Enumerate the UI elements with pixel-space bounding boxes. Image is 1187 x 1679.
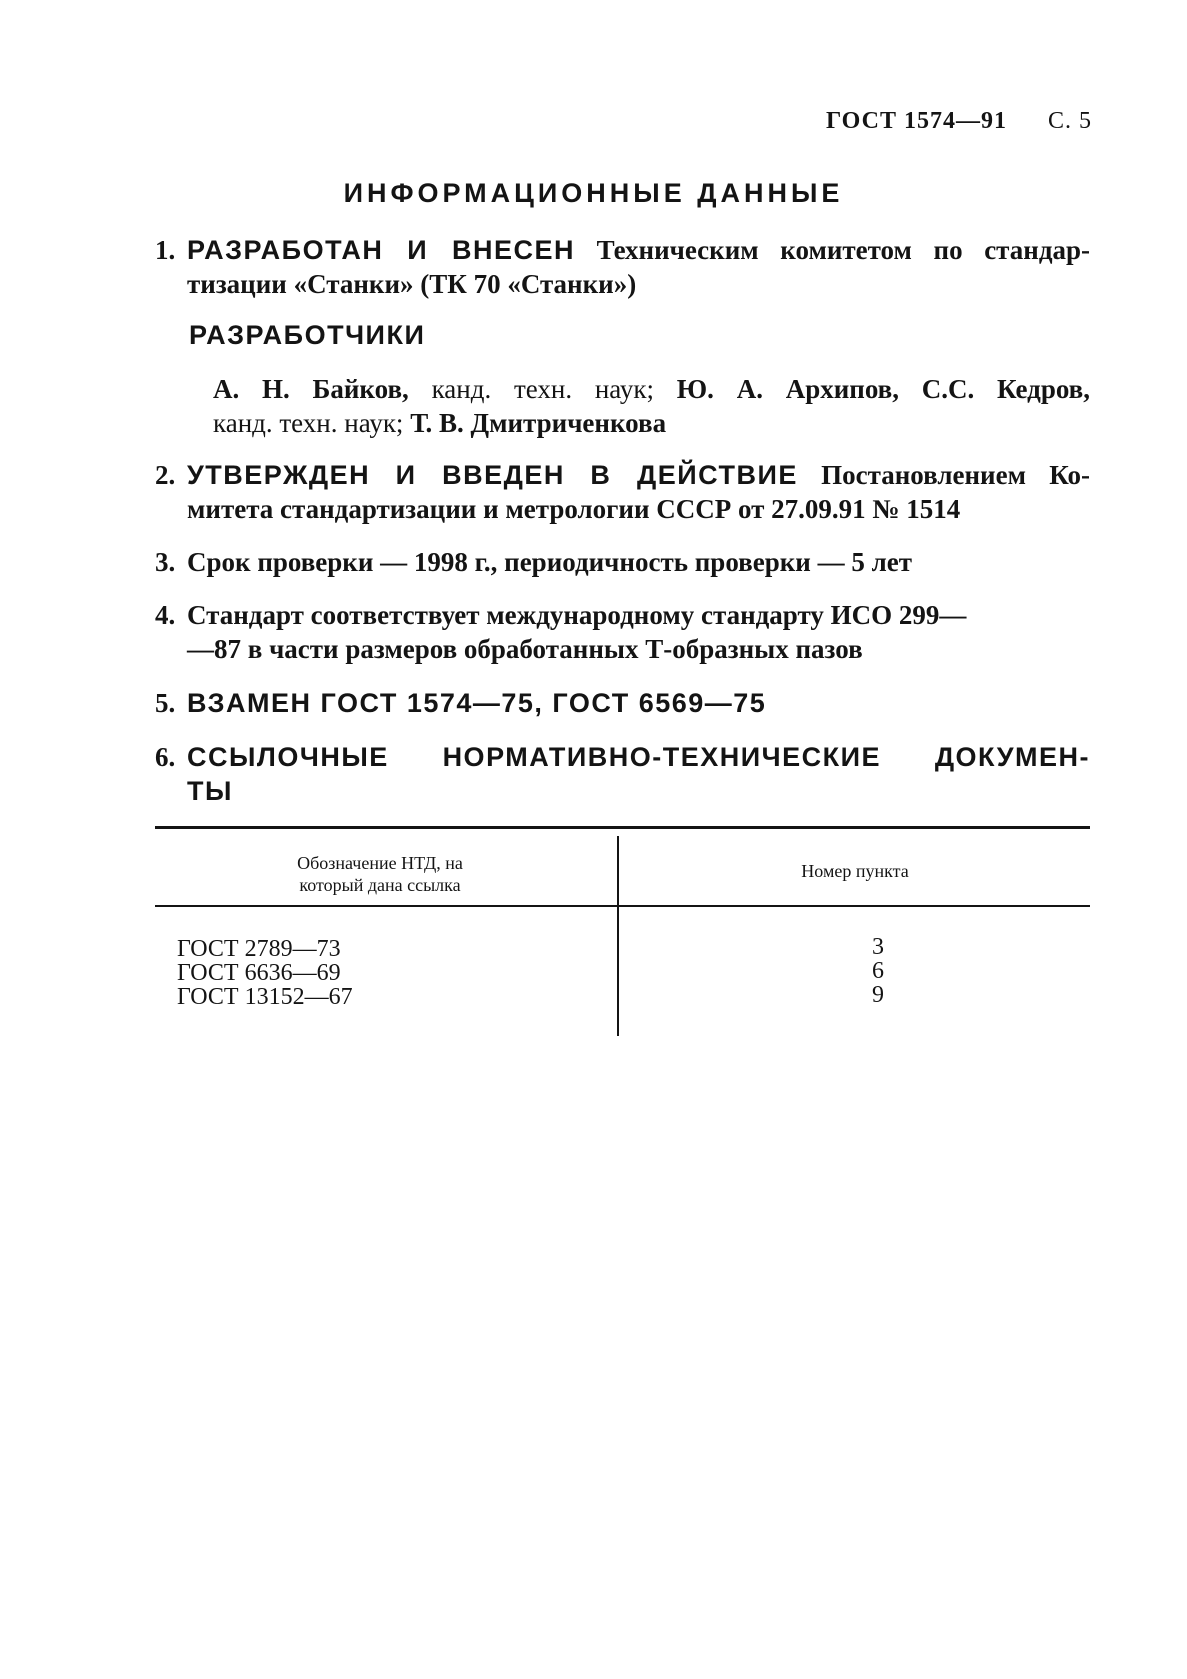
- table-header-clause: Номер пункта: [801, 861, 909, 881]
- item-lead: УТВЕРЖДЕН И ВВЕДЕН В ДЕЙСТВИЕ: [187, 460, 798, 490]
- table-column-clauses: [820, 935, 936, 1007]
- item-text: ССЫЛОЧНЫЕ НОРМАТИВНО-ТЕХНИЧЕСКИЕ ДОКУМЕН-: [187, 742, 1090, 772]
- item-text: Постановлением Ко-: [821, 460, 1091, 490]
- table-header-document: [220, 852, 540, 896]
- developer-degree: канд. техн. наук;: [431, 374, 655, 404]
- developer-name: С.С. Кедров,: [921, 374, 1091, 404]
- header-line: Обозначение НТД, на: [297, 853, 463, 873]
- header-line: который дана ссылка: [299, 875, 461, 895]
- table-cell-document: ГОСТ 13152—67: [177, 984, 353, 1010]
- table-cell-clause: 9: [872, 982, 884, 1008]
- item-text: Стандарт соответствует международному стандарту ИСО 299—: [187, 600, 967, 630]
- item-line: [155, 458, 1090, 492]
- item-text-continuation: тизации «Станки» (ТК 70 «Станки»): [187, 269, 637, 299]
- item-text: Техническим комитетом по стандар-: [596, 235, 1090, 265]
- item-developed-by: [155, 233, 1090, 301]
- item-line: [155, 233, 1090, 267]
- item-number: 6.: [155, 742, 176, 772]
- developers-line: [213, 406, 1090, 440]
- item-text: Срок проверки — 1998 г., периодичность проверки — 5 лет: [187, 547, 912, 577]
- item-line: [155, 598, 1090, 632]
- developer-name: Ю. А. Архипов,: [676, 374, 899, 404]
- table-column-documents: [177, 937, 353, 1009]
- table-cell-document: ГОСТ 2789—73: [177, 936, 341, 962]
- table-cell-clause: 6: [872, 958, 884, 984]
- item-number: 4.: [155, 600, 176, 630]
- table-header-rule: [155, 905, 1090, 907]
- page-number: С. 5: [1047, 108, 1092, 134]
- developer-degree: канд. техн. наук;: [213, 408, 404, 438]
- item-text-continuation: митета стандартизации и метрологии СССР от 27.09.91 № 1514: [187, 494, 961, 524]
- standard-number: ГОСТ 1574—91: [826, 108, 1007, 134]
- table-cell-document: ГОСТ 6636—69: [177, 960, 341, 986]
- developers-heading: РАЗРАБОТЧИКИ: [189, 320, 426, 350]
- item-replaces: [155, 686, 1090, 720]
- table-cell-clause: 3: [872, 934, 884, 960]
- item-number: 1.: [155, 235, 176, 265]
- developers-list: [213, 372, 1090, 440]
- item-reference-docs: [155, 740, 1090, 808]
- item-review-period: [155, 545, 1090, 579]
- developer-name: А. Н. Байков,: [213, 374, 409, 404]
- item-text-continuation: ТЫ: [187, 776, 233, 806]
- developers-line: [213, 372, 1090, 406]
- page-header: [826, 108, 1092, 135]
- item-number: 2.: [155, 460, 176, 490]
- table-column-divider: [617, 836, 619, 1036]
- item-approved: [155, 458, 1090, 526]
- page-title: ИНФОРМАЦИОННЫЕ ДАННЫЕ: [343, 178, 844, 208]
- developer-name: Т. В. Дмитриченкова: [410, 408, 667, 438]
- item-iso-conformance: [155, 598, 1090, 666]
- item-text-continuation: —87 в части размеров обработанных Т-образных пазов: [187, 634, 863, 664]
- item-number: 5.: [155, 688, 176, 718]
- item-text: ВЗАМЕН ГОСТ 1574—75, ГОСТ 6569—75: [187, 688, 767, 718]
- item-number: 3.: [155, 547, 176, 577]
- item-line: [155, 740, 1090, 774]
- item-lead: РАЗРАБОТАН И ВНЕСЕН: [187, 235, 575, 265]
- table-top-rule: [155, 826, 1090, 829]
